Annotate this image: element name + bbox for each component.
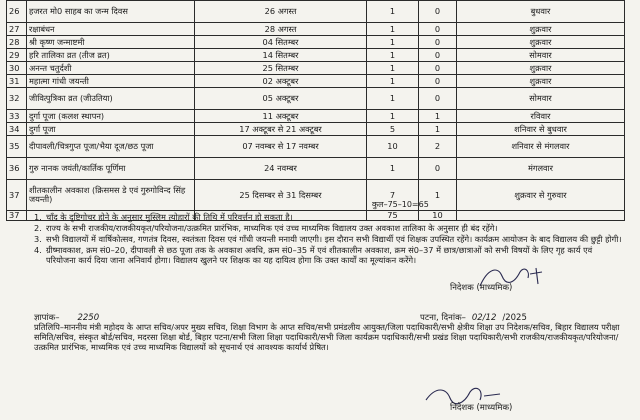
days-count-cell: 1 [367, 88, 419, 110]
serial-number-cell: 28 [7, 36, 27, 49]
extra-count-cell: 0 [419, 75, 457, 88]
note-text: सभी विद्यालयों में वार्षिकोत्सव, गणतंत्र दिवस, स्वतंत्रता दिवस एवं गाँधी जयन्ती मनायी जाएगी। इस दौरान सभी विद्यार्थी एवं शिक्षक उपस्थित रहेंगे। कार्यक्रम आयोजन के बाद विद्यालय की छुट्टी होगी। [46, 234, 622, 244]
serial-number-cell: 33 [7, 110, 27, 123]
table-row [7, 180, 625, 211]
days-count-cell: 10 [367, 136, 419, 158]
holiday-name-cell: दुर्गा पूजा (कलश स्थापन) [27, 110, 195, 123]
holiday-date-cell: 14 सितम्बर [195, 49, 367, 62]
holiday-date-cell: 04 सितम्बर [195, 36, 367, 49]
days-count-cell: 5 [367, 123, 419, 136]
holiday-name-cell: महात्मा गांधी जयन्ती [27, 75, 195, 88]
holiday-name-cell: गुरु नानक जयंती/कार्तिक पूर्णिमा [27, 158, 195, 180]
table-row [7, 23, 625, 36]
holiday-table [6, 0, 625, 221]
note-text: राज्य के सभी राजकीय/राजकीयकृत/परियोजना/उत्क्रमित प्रारंभिक, माध्यमिक एवं उच्च माध्यमिक विद्यालय उक्त अवकाश तालिका के अनुसार ही बंद रहेंगे। [46, 223, 498, 233]
weekday-cell: शुक्रवार [457, 62, 625, 75]
weekday-cell: शुक्रवार [457, 36, 625, 49]
extra-count-cell: 0 [419, 88, 457, 110]
extra-count-cell: 0 [419, 49, 457, 62]
table-row [7, 88, 625, 110]
table-row [7, 110, 625, 123]
holiday-date-cell: 07 नवम्बर से 17 नवम्बर [195, 136, 367, 158]
letter-number-label: ज्ञापांक– [34, 313, 60, 323]
holiday-date-cell: 05 अक्टूबर [195, 88, 367, 110]
table-row [7, 62, 625, 75]
holiday-date-cell: 28 अगस्त [195, 23, 367, 36]
holiday-name-cell: अनन्त चतुर्दशी [27, 62, 195, 75]
note-text: चाँद के दृष्टिगोचर होने के अनुसार मुस्लिम त्योहारों की तिथि में परिवर्त्तन हो सकता है। [46, 212, 293, 222]
holiday-table-body [7, 1, 625, 221]
note-item [34, 234, 622, 244]
letter-date-label: पटना, दिनांक– [420, 313, 466, 323]
holiday-name-cell: दीपावली/चित्रगुप्त पूजा/भैया दूज/छठ पूजा [27, 136, 195, 158]
copy-distribution-text: प्रतिलिपि–माननीय मंत्री महोदय के आप्त सचिव/अपर मुख्य सचिव, शिक्षा विभाग के आप्त सचिव/सभी प्रमंडलीय आयुक्त/जिला पदाधिकारी/सभी क्षेत्रीय शिक्षा उप निदेशक/सचिव, बिहार विद्यालय परीक्षा समिति/सचिव, संस्कृत बोर्ड/सचिव, मदरसा शिक्षा बोर्ड, बिहार पटना/सभी जिला शिक्षा पदाधिकारी/सभी जिला कार्यक्रम पदाधिकारी/सभी प्रखंड शिक्षा पदाधिकारी/सभी राजकीय/राजकीयकृत/परियोजना/उत्क्रमित प्रारंभिक, माध्यमिक एवं उच्च माध्यमिक विद्यालयों को सूचनार्थ एवं आवश्यक कार्यार्थ प्रेषित। [34, 322, 620, 352]
serial-number-cell: 29 [7, 49, 27, 62]
holiday-name-cell: हरि तालिका व्रत (तीज व्रत) [27, 49, 195, 62]
serial-number-cell: 31 [7, 75, 27, 88]
weekday-cell: मंगलवार [457, 158, 625, 180]
table-row [7, 158, 625, 180]
weekday-cell: शुक्रवार से गुरुवार [457, 180, 625, 211]
director-signature-block [410, 264, 560, 304]
weekday-cell: सोमवार [457, 49, 625, 62]
table-row [7, 123, 625, 136]
note-text: ग्रीष्मावकाश, क्रम सं0–20, दीपावली से छठ पूजा तक के अवकाश अवधि, क्रम सं0–35 में एवं शीतकालीन अवकाश, क्रम सं0–37 में छात्र/छात्राओं को सभी विषयों के लिए गृह कार्य एवं परियोजना कार्य दिया जाना अनिवार्य होगा। विद्यालय खुलने पर शिक्षक का यह दायित्व होगा कि उक्त कार्यों का मूल्यांकन करेंगे। [46, 245, 593, 265]
days-count-cell: 1 [367, 23, 419, 36]
serial-number-cell: 26 [7, 1, 27, 23]
table-row [7, 36, 625, 49]
notes-list [34, 212, 622, 266]
holiday-name-cell: हजरत मो0 साहब का जन्म दिवस [27, 1, 195, 23]
extra-count-cell: 0 [419, 36, 457, 49]
days-count-cell: 1 [367, 1, 419, 23]
serial-number-cell: 34 [7, 123, 27, 136]
days-count-cell: 1 [367, 62, 419, 75]
holiday-date-cell: 02 अक्टूबर [195, 75, 367, 88]
extra-count-cell: 0 [419, 62, 457, 75]
days-count-cell: 1 [367, 75, 419, 88]
extra-count-cell: 2 [419, 136, 457, 158]
signature-designation-2: निदेशक (माध्यमिक) [450, 403, 513, 413]
holiday-date-cell: 25 सितम्बर [195, 62, 367, 75]
extra-count-cell: 1 [419, 123, 457, 136]
note-item [34, 212, 622, 222]
signature-designation: निदेशक (माध्यमिक) [450, 283, 513, 293]
holiday-date-cell: 11 अक्टूबर [195, 110, 367, 123]
weekday-cell: सोमवार [457, 88, 625, 110]
days-count-cell: 1 [367, 110, 419, 123]
holiday-name-cell: जीवित्पुत्रिका व्रत (जीउतिया) [27, 88, 195, 110]
extra-count-cell: 1 [419, 110, 457, 123]
weekday-cell: शुक्रवार [457, 75, 625, 88]
serial-number-cell: 27 [7, 23, 27, 36]
holiday-date-cell: 25 दिसम्बर से 31 दिसम्बर [195, 180, 367, 211]
serial-number-cell: 35 [7, 136, 27, 158]
total-line: कुल–75–10=65 [372, 200, 429, 209]
extra-count-cell: 0 [419, 158, 457, 180]
letter-date-year: /2025 [502, 313, 527, 323]
holiday-name-cell: रक्षाबंधन [27, 23, 195, 36]
extra-count-cell: 10 [419, 211, 457, 221]
holiday-name-cell: शीतकालीन अवकाश (क्रिसमस डे एवं गुरुगोविन्द सिंह जयन्ती) [27, 180, 195, 211]
serial-number-cell: 36 [7, 158, 27, 180]
holiday-date-cell: 17 अक्टूबर से 21 अक्टूबर [195, 123, 367, 136]
days-count-cell: 1 [367, 158, 419, 180]
serial-number-cell: 37 [7, 211, 27, 221]
serial-number-cell: 30 [7, 62, 27, 75]
weekday-cell: बुधवार [457, 1, 625, 23]
days-count-cell: 7 [367, 180, 419, 211]
note-number: 3. [34, 234, 42, 244]
holiday-name-cell: श्री कृष्ण जन्माष्टमी [27, 36, 195, 49]
extra-count-cell: 0 [419, 1, 457, 23]
days-count-cell: 1 [367, 49, 419, 62]
weekday-cell: शनिवार से बुधवार [457, 123, 625, 136]
director-signature-block-2 [420, 380, 610, 416]
holiday-date-cell: 26 अगस्त [195, 1, 367, 23]
table-row [7, 49, 625, 62]
note-number: 2. [34, 223, 42, 233]
serial-number-cell: 37 [7, 180, 27, 211]
holiday-name-cell: दुर्गा पूजा [27, 123, 195, 136]
days-count-cell: 1 [367, 36, 419, 49]
extra-count-cell: 0 [419, 23, 457, 36]
table-row [7, 75, 625, 88]
note-number: 1. [34, 212, 42, 222]
note-item [34, 245, 622, 265]
table-row [7, 136, 625, 158]
weekday-cell: रविवार [457, 110, 625, 123]
holiday-date-cell: 24 नवम्बर [195, 158, 367, 180]
note-item [34, 223, 622, 233]
table-row [7, 1, 625, 23]
days-count-cell: 75 [367, 211, 419, 221]
weekday-cell: शनिवार से मंगलवार [457, 136, 625, 158]
extra-count-cell: 1 [419, 180, 457, 211]
letter-date-value: 02/12 [471, 313, 497, 323]
letter-number-value: 2250 [77, 313, 100, 323]
note-number: 4. [34, 245, 42, 255]
serial-number-cell: 32 [7, 88, 27, 110]
weekday-cell: शुक्रवार [457, 23, 625, 36]
